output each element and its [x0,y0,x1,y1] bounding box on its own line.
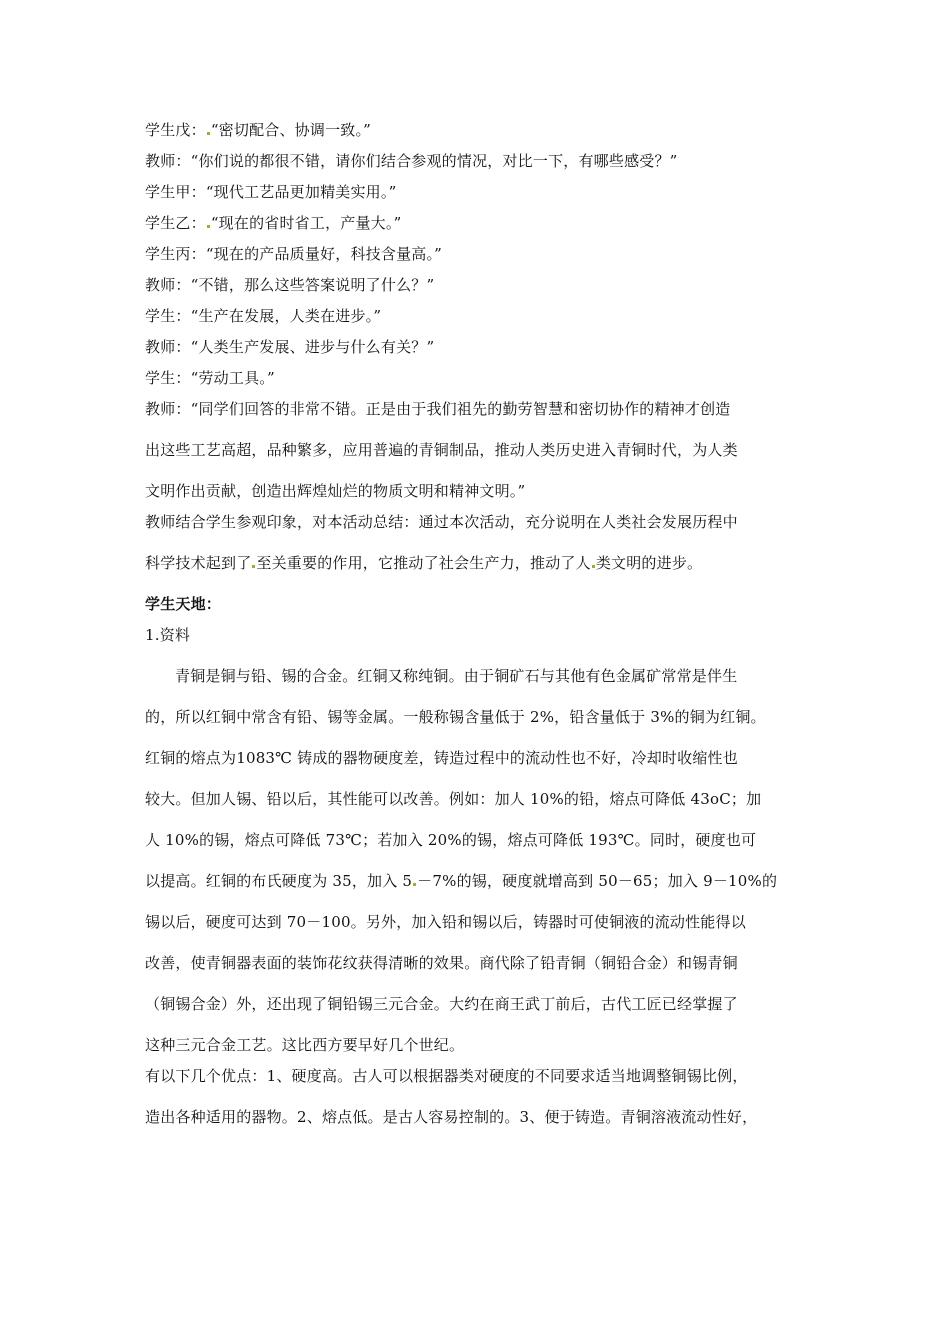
paragraph-line: 有以下几个优点：1、硬度高。古人可以根据器类对硬度的不同要求适当地调整铜锡比例， [145,1067,748,1085]
item-title: 1.资料 [145,626,191,644]
paragraph-line [145,551,825,576]
paragraph-line: 的，所以红铜中常含有铅、锡等金属。一般称锡含量低于 2%，铅含量低于 3%的铜为红铜。 [145,708,766,726]
speaker-label: 学生乙： [145,214,206,232]
speaker-label: 学生： [145,307,191,325]
material-paragraph [145,664,825,1058]
speaker-label: 学生甲： [145,183,206,201]
paragraph-line: 教师结合学生参观印象，对本活动总结：通过本次活动，充分说明在人类社会发展历程中 [145,513,738,531]
speaker-label: 学生戊： [145,121,206,139]
text-segment: 至关重要的作用，它推动了社会生产力，推动了人 [256,554,591,572]
paragraph-line: 红铜的熔点为1083℃ 铸成的器物硬度差，铸造过程中的流动性也不好，冷却时收缩性也 [145,749,738,767]
dialogue-line [145,118,825,143]
dialogue-line [145,304,825,329]
edit-mark-icon [207,132,210,135]
speaker-label: 教师： [145,338,191,356]
dialogue-line [145,211,825,236]
dialogue-text: “人类生产发展、进步与什么有关？” [190,338,435,356]
dialogue-line [145,366,825,391]
dialogue-text: “不错，那么这些答案说明了什么？” [190,276,435,294]
dialogue-line [145,242,825,267]
paragraph-line: 教师：“同学们回答的非常不错。正是由于我们祖先的勤劳智慧和密切协作的精神才创造 [145,400,731,418]
paragraph-line [145,869,825,894]
speaker-label: 教师： [145,152,191,170]
speaker-label: 学生： [145,369,191,387]
paragraph-line: 出这些工艺高超，品种繁多，应用普遍的青铜制品，推动人类历史进入青铜时代，为人类 [145,441,738,459]
paragraph-line: 青铜是铜与铅、锡的合金。红铜又称纯铜。由于铜矿石与其他有色金属矿常常是伴生 [175,667,738,685]
edit-mark-icon [252,565,255,568]
dialogue-text: “劳动工具。” [190,369,275,387]
text-segment: 科学技术起到了 [145,554,252,572]
dialogue-text: “现在的产品质量好，科技含量高。” [205,245,443,263]
edit-mark-icon [592,565,595,568]
dialogue-line [145,273,825,298]
paragraph-line: 锡以后，硬度可达到 70－100。另外，加入铅和锡以后，铸器时可使铜液的流动性能得以 [145,913,746,931]
dialogue-text: “你们说的都很不错，请你们结合参观的情况，对比一下，有哪些感受？” [190,152,678,170]
paragraph-line: 这种三元合金工艺。这比西方要早好几个世纪。 [145,1036,465,1054]
edit-mark-icon [413,883,416,886]
paragraph-line: 改善，使青铜器表面的装饰花纹获得清晰的效果。商代除了铅青铜（铜铅合金）和锡青铜 [145,954,738,972]
dialogue-text: “现在的省时省工，产量大。” [210,214,402,232]
teacher-final-paragraph [145,397,825,504]
speaker-label: 学生丙： [145,245,206,263]
dialogue-text: “密切配合、协调一致。” [210,121,372,139]
dialogue-text: “现代工艺品更加精美实用。” [205,183,397,201]
advantages-paragraph [145,1064,825,1130]
section-heading: 学生天地： [145,595,222,613]
paragraph-line: （铜锡合金）外，还出现了铜铅锡三元合金。大约在商王武丁前后，古代工匠已经掌握了 [145,995,738,1013]
text-segment: －7%的锡，硬度就增高到 50－65；加入 9－10%的 [417,872,778,890]
paragraph-line: 文明作出贡献，创造出辉煌灿烂的物质文明和精神文明。” [145,482,526,500]
document-page [145,118,825,1136]
paragraph-line: 较大。但加人锡、铅以后，其性能可以改善。例如：加人 10%的铅，熔点可降低 43oC；加 [145,790,762,808]
dialogue-text: “生产在发展，人类在进步。” [190,307,382,325]
text-segment: 以提高。红铜的布氏硬度为 35，加入 5 [145,872,413,890]
paragraph-line: 人 10%的锡，熔点可降低 73℃；若加入 20%的锡，熔点可降低 193℃。同时，硬度也可 [145,831,757,849]
summary-paragraph [145,510,825,576]
dialogue-line [145,335,825,360]
edit-mark-icon [207,225,210,228]
paragraph-line: 造出各种适用的器物。2、熔点低。是古人容易控制的。3、便于铸造。青铜溶液流动性好， [145,1108,758,1126]
speaker-label: 教师： [145,276,191,294]
text-segment: 类文明的进步。 [595,554,703,572]
dialogue-line [145,180,825,205]
dialogue-line [145,149,825,174]
